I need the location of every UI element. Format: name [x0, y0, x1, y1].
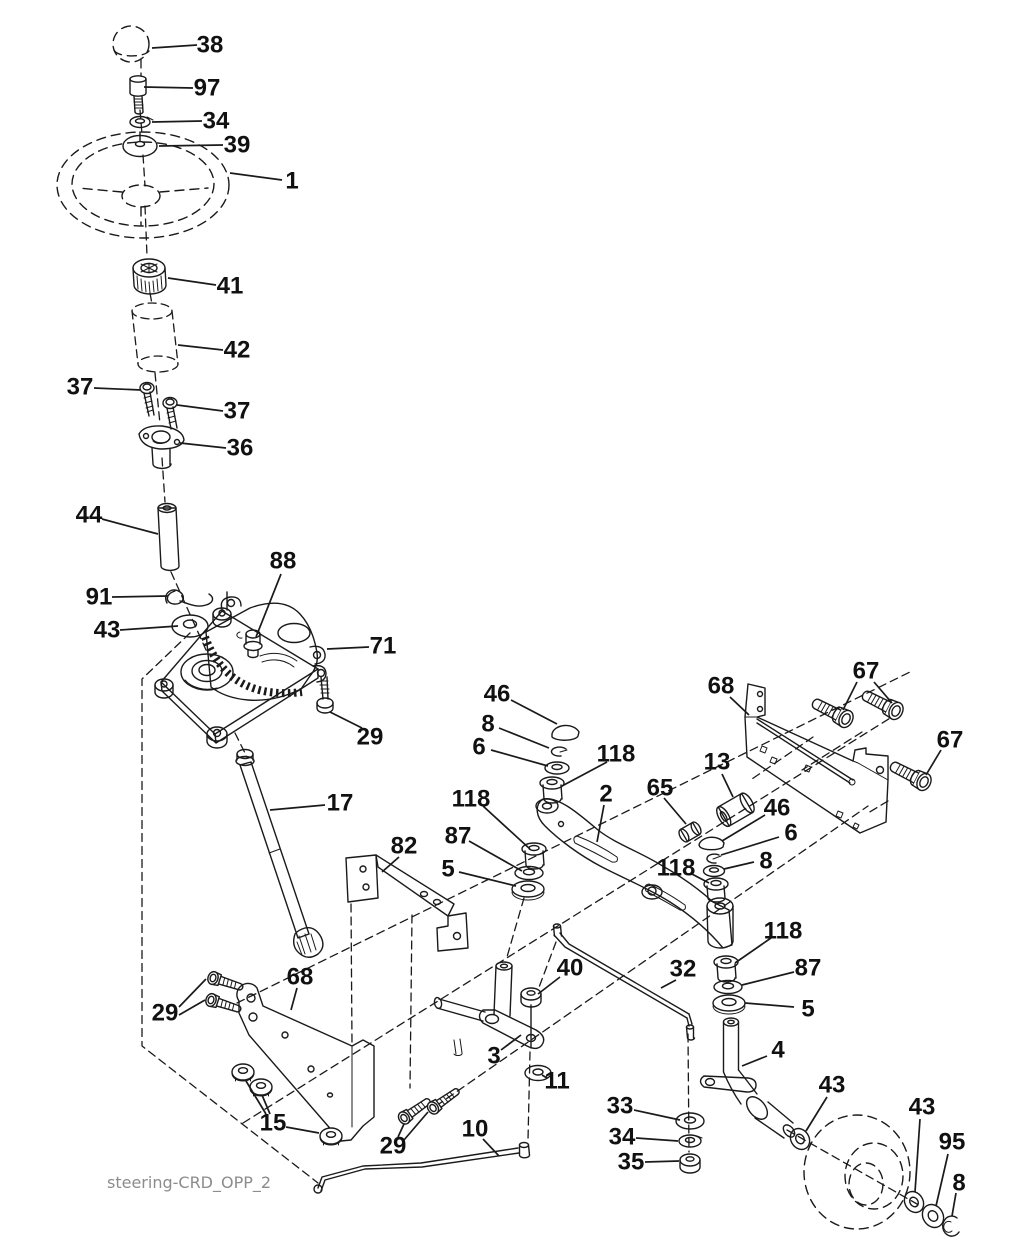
leader-line [664, 798, 686, 824]
part-number-label: 39 [223, 131, 251, 159]
part-number-label: 82 [390, 832, 418, 860]
part-number-label: 40 [556, 954, 584, 982]
part-nut-15-c [320, 1128, 342, 1145]
callout-118 [735, 918, 802, 964]
part-washer-39 [123, 132, 157, 157]
callout-43 [806, 1072, 845, 1132]
part-washer-33 [676, 1113, 704, 1129]
part-flange-36 [139, 426, 184, 469]
callout-11 [542, 1068, 570, 1095]
callout-43 [94, 617, 178, 644]
part-number-label: 68 [707, 672, 735, 700]
part-number-label: 87 [444, 822, 472, 850]
part-number-label: 118 [656, 854, 696, 882]
leader-line [120, 626, 178, 630]
part-number-label: 34 [608, 1123, 636, 1151]
leader-line [94, 388, 141, 390]
part-number-label: 118 [763, 917, 803, 945]
part-axle-beam-2 [536, 799, 733, 948]
part-number-label: 29 [379, 1132, 407, 1160]
part-bushing-118-right-bottom [714, 956, 738, 982]
leader-line [327, 647, 369, 649]
part-number-label: 68 [286, 963, 314, 991]
part-number-label: 37 [223, 397, 251, 425]
part-number-label: 13 [703, 748, 731, 776]
leader-line [177, 405, 223, 411]
part-number-label: 46 [763, 794, 791, 822]
callout-41 [168, 273, 243, 300]
part-cap-46-right [699, 837, 724, 849]
part-number-label: 43 [818, 1071, 846, 1099]
part-screw-29-gear [317, 677, 333, 713]
callout-8 [481, 711, 549, 749]
leader-line [230, 173, 282, 180]
callout-118 [562, 741, 635, 787]
part-number-label: 8 [952, 1169, 966, 1197]
part-bolt-29-br-a [396, 1095, 433, 1126]
part-number-label: 6 [472, 733, 486, 761]
part-roller-65 [677, 820, 703, 843]
callout-17 [270, 790, 353, 817]
part-number-label: 67 [852, 657, 880, 685]
leader-line [270, 805, 325, 810]
part-number-label: 29 [151, 999, 179, 1027]
part-number-label: 71 [369, 632, 397, 660]
part-number-label: 34 [202, 107, 230, 135]
part-washer-5-right [713, 995, 745, 1014]
callout-6 [472, 734, 548, 767]
part-cap-38 [113, 26, 149, 62]
part-bolt-97 [130, 76, 146, 114]
callout-87 [742, 955, 821, 986]
part-number-label: 38 [196, 31, 224, 59]
part-washer-6-left [545, 762, 569, 774]
part-cap-46-left [552, 725, 579, 740]
part-front-wheel [804, 1115, 910, 1229]
callout-43 [909, 1094, 936, 1193]
callout-71 [327, 633, 396, 660]
callout-29 [152, 979, 206, 1027]
leader-line [742, 972, 794, 985]
part-number-label: 15 [259, 1109, 287, 1137]
part-number-label: 5 [441, 855, 455, 883]
part-number-label: 36 [226, 434, 254, 462]
leader-line [152, 121, 202, 122]
leader-line [112, 596, 168, 597]
part-steering-wheel-1 [57, 132, 229, 238]
part-number-label: 10 [461, 1115, 489, 1143]
part-clip-6-right [707, 854, 721, 863]
part-bushing-118-left-bottom [522, 843, 546, 869]
leader-line [915, 1119, 920, 1192]
part-number-label: 118 [596, 740, 636, 768]
part-lock-washer-34b [679, 1135, 702, 1147]
callout-29 [330, 712, 383, 751]
leader-line [144, 87, 193, 88]
part-number-label: 6 [784, 819, 798, 847]
part-number-label: 44 [75, 501, 103, 529]
leader-line [843, 682, 857, 710]
leader-line [742, 1056, 767, 1066]
leader-line [499, 728, 549, 748]
part-bolt-29-br-b [425, 1085, 462, 1116]
callout-13 [704, 749, 733, 798]
callout-33 [607, 1093, 680, 1121]
part-number-label: 17 [326, 789, 354, 817]
leader-line [745, 1003, 794, 1007]
part-clip-8-left [551, 747, 567, 756]
part-number-label: 8 [759, 847, 773, 875]
part-screw-37-right [163, 398, 177, 430]
part-number-label: 5 [801, 995, 815, 1023]
part-clip-8-axle [943, 1216, 959, 1236]
callout-44 [76, 502, 158, 535]
part-number-label: 4 [771, 1036, 785, 1064]
leader-line [936, 1154, 948, 1206]
callout-5 [745, 996, 815, 1023]
leader-line [178, 345, 223, 350]
callout-118 [657, 855, 709, 884]
callout-4 [742, 1037, 785, 1067]
callout-67 [926, 727, 963, 776]
callout-2 [597, 781, 613, 843]
part-number-label: 97 [193, 74, 221, 102]
part-number-label: 43 [908, 1093, 936, 1121]
callout-68 [708, 673, 749, 716]
leader-line [159, 145, 223, 146]
callout-87 [445, 823, 522, 872]
part-number-label: 88 [269, 547, 297, 575]
part-number-label: 43 [93, 616, 121, 644]
part-number-label: 37 [66, 373, 94, 401]
part-number-label: 65 [646, 774, 674, 802]
leader-line [152, 45, 197, 48]
callout-10 [462, 1116, 499, 1157]
part-steering-shaft-17 [236, 750, 323, 958]
leader-line [511, 700, 557, 724]
callout-37 [67, 374, 141, 401]
part-bolt-29-tl-a [206, 970, 244, 994]
part-bracket-68-lower [237, 983, 374, 1141]
leader-line [491, 750, 548, 766]
part-adapter-41 [133, 259, 166, 294]
part-shaft-extension-44 [158, 504, 179, 571]
part-tie-rod-10 [314, 1143, 530, 1194]
part-nut-40 [521, 988, 541, 1048]
callout-1 [230, 168, 299, 195]
leader-line [179, 979, 206, 1007]
part-number-label: 32 [669, 955, 697, 983]
part-number-label: 42 [223, 336, 251, 364]
part-number-label: 3 [487, 1042, 501, 1070]
leader-line [645, 1161, 679, 1162]
callout-68 [287, 964, 314, 1011]
part-nut-15-a [232, 1064, 254, 1081]
figure-caption: steering-CRD_OPP_2 [107, 1173, 272, 1192]
part-number-label: 29 [356, 723, 384, 751]
leader-line [636, 1138, 678, 1141]
part-washer-5-left [512, 881, 544, 900]
part-number-label: 87 [794, 954, 822, 982]
callouts-layer [67, 32, 966, 1217]
part-number-label: 67 [936, 726, 964, 754]
part-nut-35 [680, 1154, 700, 1173]
callout-91 [86, 584, 168, 611]
part-number-label: 8 [481, 710, 495, 738]
callout-82 [382, 833, 417, 873]
leader-line [286, 1127, 319, 1133]
leader-line [926, 750, 941, 775]
callout-97 [144, 75, 220, 102]
leader-line [180, 443, 226, 448]
part-gear-assembly-71 [155, 597, 326, 748]
part-washer-43-inner [787, 1125, 814, 1153]
part-number-label: 35 [617, 1148, 645, 1176]
leader-line [724, 862, 754, 869]
callout-34 [152, 108, 230, 135]
part-number-label: 33 [606, 1092, 634, 1120]
callout-34 [609, 1124, 678, 1151]
part-number-label: 2 [599, 780, 613, 808]
leader-line [291, 988, 297, 1010]
leader-line [102, 519, 158, 534]
part-number-label: 1 [285, 167, 299, 195]
callout-40 [538, 955, 583, 995]
part-sleeve-42 [132, 303, 178, 372]
part-number-label: 118 [451, 785, 491, 813]
callout-42 [178, 337, 250, 364]
callout-32 [661, 956, 696, 989]
part-number-label: 95 [938, 1128, 966, 1156]
part-number-label: 11 [544, 1067, 570, 1095]
callout-38 [152, 32, 223, 59]
part-number-label: 41 [216, 272, 244, 300]
part-number-label: 46 [483, 680, 511, 708]
part-retainer-clip-91 [166, 590, 213, 606]
part-washer-8-right [704, 866, 725, 877]
callout-35 [618, 1149, 679, 1176]
callout-8 [952, 1170, 966, 1217]
part-number-label: 91 [85, 583, 113, 611]
leader-line [168, 278, 216, 285]
callout-37 [177, 398, 250, 425]
leader-line [806, 1097, 827, 1131]
callout-65 [647, 775, 686, 825]
leader-line [634, 1110, 680, 1120]
part-screw-37-left [140, 383, 154, 417]
leader-line [459, 872, 516, 886]
leader-line [469, 841, 522, 871]
callout-36 [180, 435, 253, 462]
leader-line [722, 774, 733, 797]
